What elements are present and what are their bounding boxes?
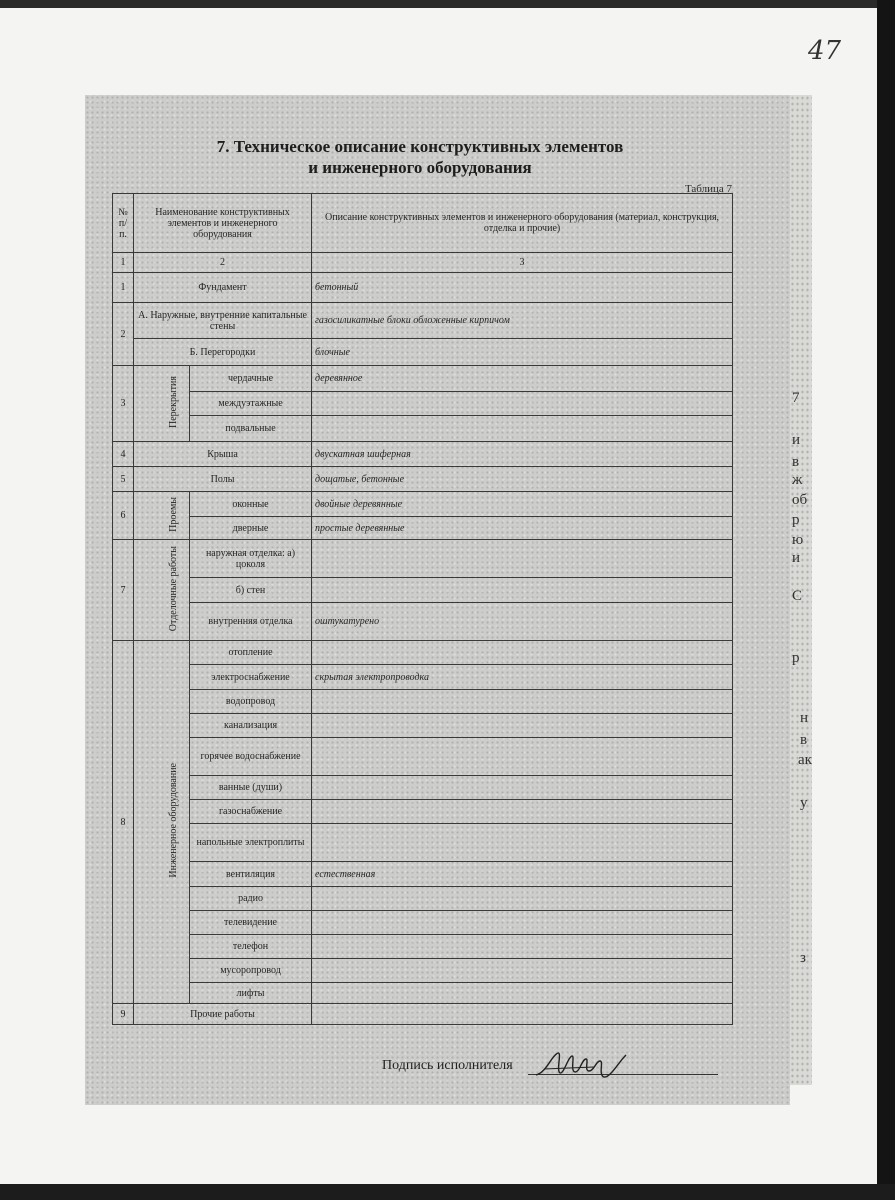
element-value: дощатые, бетонные bbox=[312, 467, 733, 492]
element-value: оштукатурено bbox=[312, 603, 733, 641]
table-row bbox=[113, 887, 733, 911]
table-row bbox=[113, 392, 733, 416]
element-value: скрытая электропроводка bbox=[312, 665, 733, 690]
header-num: № п/п. bbox=[113, 194, 134, 253]
element-name: междуэтажные bbox=[190, 392, 312, 416]
element-name: мусоропровод bbox=[190, 959, 312, 983]
side-fragment: ю bbox=[792, 532, 804, 548]
header-desc: Описание конструктивных элементов и инженерного оборудования (материал, конструкция, отделка и прочие) bbox=[312, 194, 733, 253]
title-line-2: и инженерного оборудования bbox=[308, 158, 532, 177]
element-name: газоснабжение bbox=[190, 800, 312, 824]
element-value bbox=[312, 714, 733, 738]
row-num: 6 bbox=[113, 492, 134, 540]
element-value bbox=[312, 776, 733, 800]
scan-edge-top bbox=[0, 0, 895, 8]
element-value: естественная bbox=[312, 862, 733, 887]
element-value bbox=[312, 540, 733, 578]
side-fragment: р bbox=[792, 650, 800, 666]
element-value bbox=[312, 1004, 733, 1025]
element-name: телефон bbox=[190, 935, 312, 959]
element-value bbox=[312, 983, 733, 1004]
side-fragment: и bbox=[792, 432, 801, 448]
table-row bbox=[113, 517, 733, 540]
table-row bbox=[113, 578, 733, 603]
table-row bbox=[113, 776, 733, 800]
table-row bbox=[113, 1004, 733, 1025]
element-name: вентиляция bbox=[190, 862, 312, 887]
element-value: деревянное bbox=[312, 366, 733, 392]
header-name: Наименование конструктивных элементов и инженерного оборудования bbox=[134, 194, 312, 253]
element-value bbox=[312, 392, 733, 416]
element-name: ванные (души) bbox=[190, 776, 312, 800]
element-name: Прочие работы bbox=[134, 1004, 312, 1025]
element-value: двойные деревянные bbox=[312, 492, 733, 517]
element-value bbox=[312, 959, 733, 983]
element-name: внутренняя отделка bbox=[190, 603, 312, 641]
element-value bbox=[312, 738, 733, 776]
element-name: чердачные bbox=[190, 366, 312, 392]
group-label: Инженерное оборудование bbox=[158, 641, 190, 1004]
col-number: 3 bbox=[312, 253, 733, 273]
row-num: 3 bbox=[113, 366, 134, 442]
table-row bbox=[113, 862, 733, 887]
element-name: отопление bbox=[190, 641, 312, 665]
element-name: оконные bbox=[190, 492, 312, 517]
scan-edge-right bbox=[877, 0, 895, 1200]
side-fragment: в bbox=[800, 732, 808, 748]
table-row bbox=[113, 603, 733, 641]
element-name: лифты bbox=[190, 983, 312, 1004]
element-name: горячее водоснабжение bbox=[190, 738, 312, 776]
element-value: блочные bbox=[312, 339, 733, 366]
element-name: наружная отделка: а) цоколя bbox=[190, 540, 312, 578]
column-number-row bbox=[113, 253, 733, 273]
table-row bbox=[113, 467, 733, 492]
handwritten-page-number: 47 bbox=[808, 36, 842, 66]
table-row bbox=[113, 366, 733, 392]
title-line-1: 7. Техническое описание конструктивных элементов bbox=[216, 137, 624, 156]
side-fragment: з bbox=[800, 950, 806, 966]
signature-label: Подпись исполнителя bbox=[382, 1058, 513, 1073]
table-row bbox=[113, 273, 733, 303]
element-value bbox=[312, 935, 733, 959]
element-name: канализация bbox=[190, 714, 312, 738]
element-name: Фундамент bbox=[134, 273, 312, 303]
element-value bbox=[312, 887, 733, 911]
element-value bbox=[312, 911, 733, 935]
element-name: радио bbox=[190, 887, 312, 911]
table-row bbox=[113, 492, 733, 517]
group-label: Перекрытия bbox=[158, 366, 190, 442]
table-row bbox=[113, 690, 733, 714]
row-num: 2 bbox=[113, 303, 134, 366]
element-name: дверные bbox=[190, 517, 312, 540]
table-row bbox=[113, 665, 733, 690]
signature-area bbox=[382, 1053, 722, 1083]
table-row bbox=[113, 959, 733, 983]
scan-edge-bottom bbox=[0, 1184, 895, 1200]
handwritten-signature bbox=[534, 1047, 634, 1081]
row-num: 9 bbox=[113, 1004, 134, 1025]
table-row bbox=[113, 303, 733, 339]
construction-elements-table bbox=[112, 193, 733, 1025]
element-name: телевидение bbox=[190, 911, 312, 935]
group-label: Проемы bbox=[158, 492, 190, 540]
row-num: 1 bbox=[113, 273, 134, 303]
side-fragment: С bbox=[792, 588, 803, 604]
col-number: 1 bbox=[113, 253, 134, 273]
element-value: двускатная шиферная bbox=[312, 442, 733, 467]
side-fragment: 7 bbox=[792, 390, 800, 406]
element-name: электроснабжение bbox=[190, 665, 312, 690]
side-fragment: об bbox=[792, 492, 808, 508]
table-label: Таблица 7 bbox=[684, 183, 732, 195]
table-row bbox=[113, 442, 733, 467]
table-row bbox=[113, 738, 733, 776]
header-row bbox=[113, 194, 733, 253]
row-num: 5 bbox=[113, 467, 134, 492]
element-name: водопровод bbox=[190, 690, 312, 714]
group-label: Отделочные работы bbox=[158, 540, 190, 641]
element-value: простые деревянные bbox=[312, 517, 733, 540]
table-row bbox=[113, 416, 733, 442]
side-fragment: в bbox=[792, 454, 800, 470]
table-row bbox=[113, 983, 733, 1004]
element-value bbox=[312, 641, 733, 665]
table-row bbox=[113, 714, 733, 738]
element-name: подвальные bbox=[190, 416, 312, 442]
element-value: бетонный bbox=[312, 273, 733, 303]
element-name: Б. Перегородки bbox=[134, 339, 312, 366]
table-row bbox=[113, 935, 733, 959]
side-fragment: р bbox=[792, 512, 800, 528]
table-row bbox=[113, 540, 733, 578]
element-name: б) стен bbox=[190, 578, 312, 603]
side-fragment: ж bbox=[792, 472, 803, 488]
element-value bbox=[312, 416, 733, 442]
element-name: А. Наружные, внутренние капитальные стены bbox=[134, 303, 312, 339]
side-fragment: ак bbox=[798, 752, 812, 768]
element-value bbox=[312, 800, 733, 824]
table-row bbox=[113, 911, 733, 935]
element-value bbox=[312, 690, 733, 714]
element-name: напольные электроплиты bbox=[190, 824, 312, 862]
side-fragment: н bbox=[800, 710, 809, 726]
row-num: 8 bbox=[113, 641, 134, 1004]
element-value bbox=[312, 824, 733, 862]
table-row bbox=[113, 800, 733, 824]
row-num: 4 bbox=[113, 442, 134, 467]
side-fragment: у bbox=[800, 795, 808, 811]
table-row bbox=[113, 824, 733, 862]
element-value: газосиликатные блоки обложенные кирпичом bbox=[312, 303, 733, 339]
element-name: Полы bbox=[134, 467, 312, 492]
side-fragment: и bbox=[792, 550, 801, 566]
element-value bbox=[312, 578, 733, 603]
row-num: 7 bbox=[113, 540, 134, 641]
table-row bbox=[113, 339, 733, 366]
document-title bbox=[100, 136, 740, 178]
col-number: 2 bbox=[134, 253, 312, 273]
element-name: Крыша bbox=[134, 442, 312, 467]
table-row bbox=[113, 641, 733, 665]
